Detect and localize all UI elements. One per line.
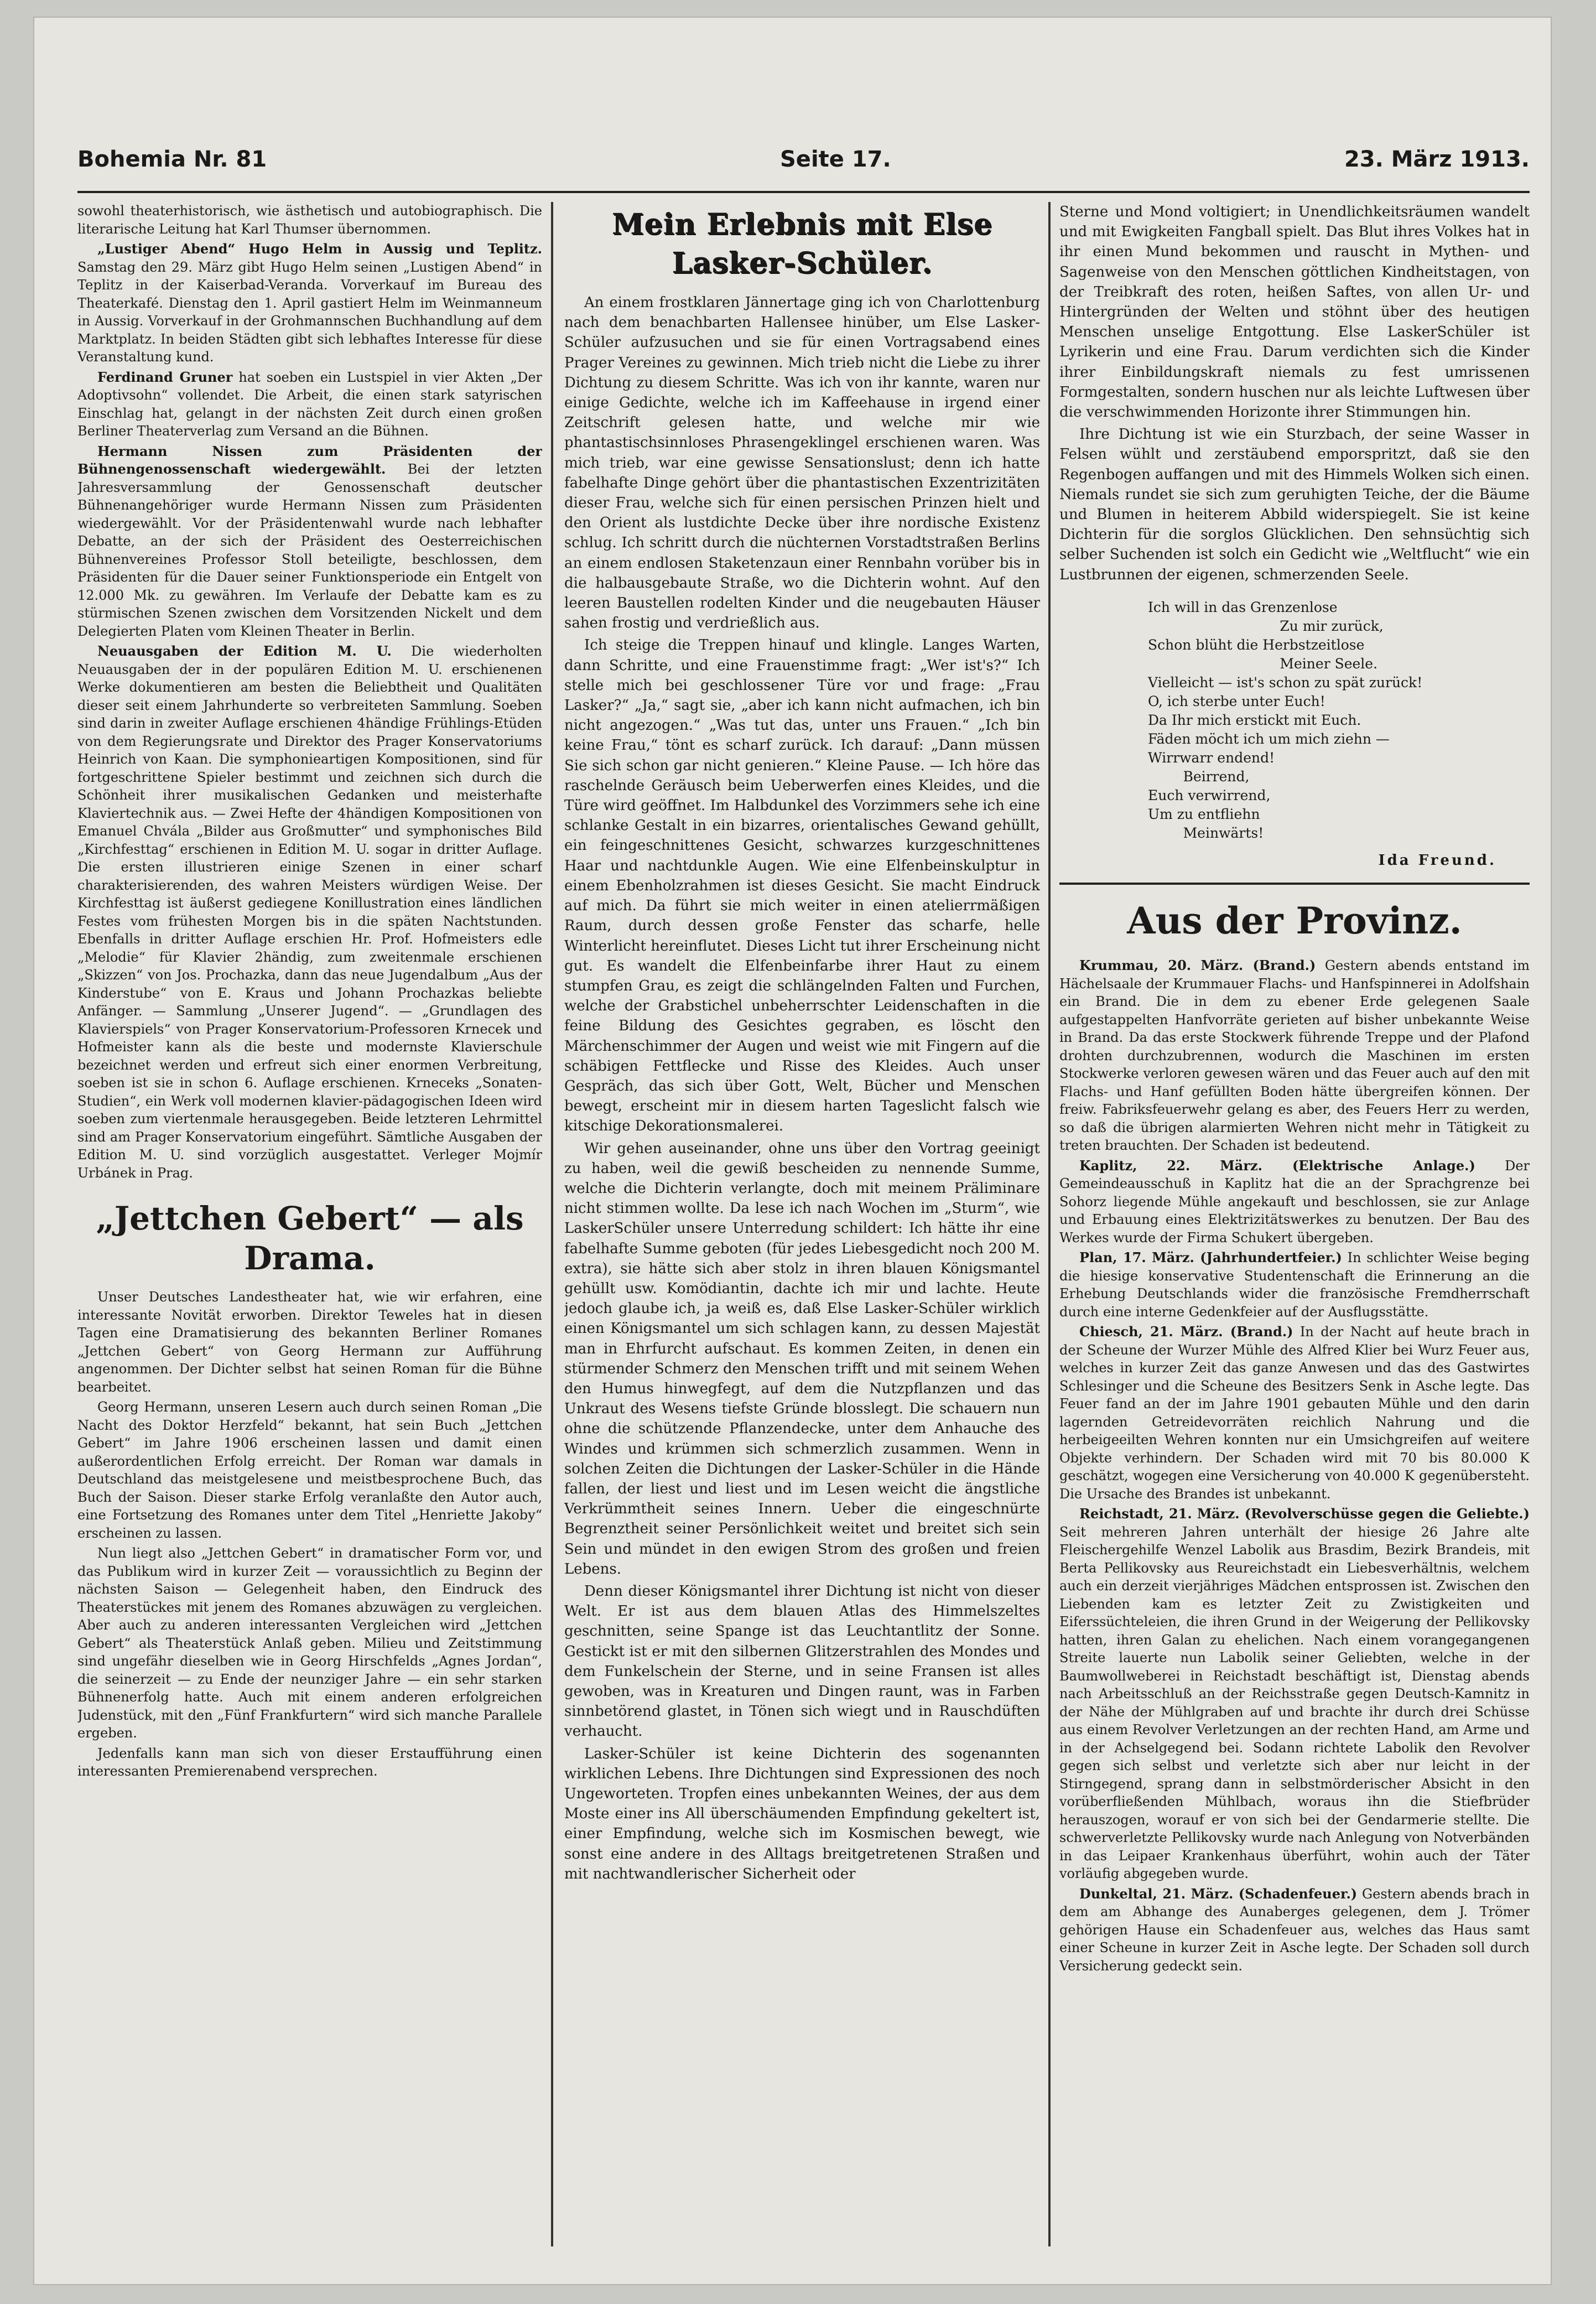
column-middle: [564, 202, 1040, 2258]
provinz-item-lead: Reichstadt, 21. März. (Revolverschüsse gegen die Geliebte.): [1079, 1506, 1530, 1522]
article-paragraph: Nun liegt also „Jettchen Gebert“ in dramatischer Form vor, und das Publikum wird in kurzer Zeit — voraussichtlich zu Beginn der nächsten Saison — Gelegenheit haben, den Eindruck des Theaterstückes mit jenem des Romanes abzuwägen zu vergleichen. Aber auch zu anderen interessanten Vergleichen wird „Jettchen Gebert“ als Theaterstück Anlaß geben. Milieu und Zeitstimmung sind ungefähr dieselben wie in Georg Hirschfelds „Agnes Jordan“, die seinerzeit — zu Ende der neunziger Jahre — ein sehr starken Bühnenerfolg hatte. Auch mit einem anderen erfolgreichen Judenstück, mit den „Fünf Frankfurtern“ wird sich manche Parallele ergeben.: [77, 1545, 542, 1741]
article-heading-jettchen: „Jettchen Gebert“ — als Drama.: [96, 1200, 524, 1277]
provinz-item-text: Gestern abends entstand im Hächelsaale der Krummauer Flachs- und Hanfspinnerei in Adolfshain ein Brand. Die in dem zu ebener Erde gelegenen Saale aufgestappelten Hanfvorräte gerieten auf bisher unbekannte Weise in Brand. Da das erste Stockwerk führende Treppe und der Plafond drohten durchzubrennen, wodurch die Maschinen im ersten Stockwerke verloren gewesen wären und das Feuer auch auf den mit Flachs- und Hanf gefüllten Boden hätte übergreifen können. Der freiw. Fabriksfeuerwehr gelang es aber, des Feuers Herr zu werden, so daß die übrigen alarmierten Wehren nicht mehr in Tätigkeit zu treten brauchten. Der Schaden ist bedeutend.: [1059, 958, 1530, 1154]
news-item-lead: „Lustiger Abend“ Hugo Helm in Aussig und Teplitz.: [97, 241, 542, 257]
poem-line: Wirrwarr endend!: [1148, 749, 1275, 766]
news-item-text: Die wiederholten Neuausgaben der in der populären Edition M. U. erschienenen Werke dokumentieren am besten die Beliebtheit und Qualitäten dieser seit einem Jahrhunderte so verbreiteten Sammlung. Soeben sind darin in zweiter Auflage erschienen 4händige Frühlings-Etüden von dem Regierungsrate und Direktor des Prager Konservatoriums Heinrich von Kaan. Die symphonieartigen Kompositionen, sind für fortgeschrittene Spieler bestimmt und zeichnen sich durch die Schönheit ihrer musikalischen Gedanken und meisterhafte Klaviertechnik aus. — Zwei Hefte der 4händigen Kompositionen von Emanuel Chvála „Bilder aus Großmutter“ und symphonisches Bild „Kirchfesttag“ erschienen in Edition M. U. sogar in dritter Auflage. Die ersten illustrieren einige Szenen in einer scharf charakterisierenden, des wahren Meisters würdigen Weise. Der Kirchfesttag ist äußerst gediegene Konillustration eines ländlichen Festes vom frühesten Morgen bis in die späten Nachtstunden. Ebenfalls in dritter Auflage erschien Hr. Prof. Hofmeisters edle „Melodie“ für Klavier 2händig, zum zweitenmale erschienen „Skizzen“ von Jos. Prochazka, dann das neue Jugendalbum „Aus der Kinderstube“ von E. Kraus und Johann Prochazkas beliebte Anfänger. — Sammlung „Unserer Jugend“. — „Grundlagen des Klavierspiels“ von Prager Konservatorium-Professoren Krnecek und Hofmeister kann als die beste und modernste Klavierschule bezeichnet werden und erfreut sich einer enormen Verbreitung, soeben ist sie in schon 6. Auflage erschienen. Krneceks „Sonaten-Studien“, ein Werk voll modernen klavier-pädagogischen Ideen wird soeben zum viertenmale herausgegeben. Beide letzteren Lehrmittel sind am Prager Konservatorium eingeführt. Sämtliche Ausgaben der Edition M. U. sind vorzüglich ausgestattet. Verleger Mojmír Urbánek in Prag.: [77, 644, 542, 1181]
poem-line: Um zu entfliehn: [1148, 806, 1260, 822]
poem-weltflucht: [1148, 598, 1530, 843]
provinz-item-text: Gestern abends brach in dem am Abhange des Aunaberges gelegenen, dem J. Trömer gehörigen Hause ein Schadenfeuer aus, welches das Haus samt einer Scheune in kurzer Zeit in Asche legte. Der Schaden soll durch Versicherung gedeckt sein.: [1059, 1886, 1530, 1974]
page-header: [77, 147, 1530, 180]
poem-line: Beirrend,: [1148, 768, 1250, 785]
column-right: [1059, 202, 1530, 2258]
poem-line: Ich will in das Grenzenlose: [1148, 599, 1338, 615]
provinz-item-lead: Krummau, 20. März. (Brand.): [1079, 957, 1316, 974]
provinz-item: [1059, 1157, 1530, 1247]
poem-line: Fäden möcht ich um mich ziehn —: [1148, 730, 1390, 747]
news-item-gruner: [77, 369, 542, 440]
article-paragraph: Lasker-Schüler ist keine Dichterin des sogenannten wirklichen Lebens. Ihre Dichtungen sind Expressionen des noch Ungeworteten. Tropfen eines unbekannten Weines, der aus dem Moste einer ins All überschäumenden Empfindung gekeltert ist, einer Empfindung, welche sich im Kosmischen bewegt, wie sonst eine andere in des Alltags breitgetretenen Straßen und mit nachtwandlerischer Sicherheit oder: [564, 1745, 1040, 1882]
provinz-item: [1059, 1323, 1530, 1503]
poem-line: Zu mir zurück,: [1148, 617, 1384, 634]
news-item-lead: Hermann Nissen zum Präsidenten der Bühnengenossenschaft wiedergewählt.: [77, 443, 542, 477]
provinz-item: [1059, 1505, 1530, 1883]
provinz-item-text: Der Gemeindeausschuß in Kaplitz hat die an der Sprachgrenze bei Sohorz liegende Mühle angekauft und beschlossen, sie zur Anlage und Erbauung eines Elektrizitätswerkes zu benutzen. Der Bau des Werkes wurde der Firma Schukert übergeben.: [1059, 1158, 1530, 1246]
news-item-text: Bei der letzten Jahresversammlung der Genossenschaft deutscher Bühnenangehöriger wurde Hermann Nissen zum Präsidenten wiedergewählt. Vor der Präsidentenwahl wurde nach lebhafter Debatte, an der sich der Präsident des Oesterreichischen Bühnenvereines Professor Stoll beteiligte, beschlossen, dem Präsidenten für die Dauer seiner Funktionsperiode ein Entgelt von 12.000 Mk. zu gewähren. Im Verlaufe der Debatte kam es zu stürmischen Szenen zwischen dem Vorsitzenden Nickelt und dem Delegierten Platen vom Kleinen Theater in Berlin.: [77, 461, 542, 639]
provinz-item-lead: Dunkeltal, 21. März. (Schadenfeuer.): [1079, 1885, 1358, 1902]
poem-line: Euch verwirrend,: [1148, 787, 1271, 803]
provinz-item-lead: Kaplitz, 22. März. (Elektrische Anlage.): [1079, 1157, 1475, 1174]
header-page-number: Seite 17.: [780, 147, 891, 172]
news-item-nissen: [77, 443, 542, 641]
poem-line: O, ich sterbe unter Euch!: [1148, 693, 1325, 709]
poem-line: Meinwärts!: [1148, 824, 1264, 841]
news-item-text: Samstag den 29. März gibt Hugo Helm seinen „Lustigen Abend“ in Teplitz in der Kaiserbad-Veranda. Vorverkauf im Bureau des Theaterkafé. Dienstag den 1. April gastiert Helm im Weinmanneum in Aussig. Vorverkauf in der Grohmannschen Buchhandlung auf dem Marktplatz. In beiden Städten gibt sich lebhaftes Interesse für diese Veranstaltung kund.: [77, 259, 542, 365]
news-item-lead: Neuausgaben der Edition M. U.: [97, 643, 392, 659]
article-continuation: sowohl theaterhistorisch, wie ästhetisch und autobiographisch. Die literarische Leitung hat Karl Thumser übernommen.: [77, 203, 542, 237]
author-signature: Ida Freund.: [1378, 852, 1496, 869]
section-heading-provinz: Aus der Provinz.: [1127, 899, 1462, 943]
provinz-item-text: In schlichter Weise beging die hiesige konservative Studentenschaft die Erinnerung an die Erhebung Deutschlands wider die französische Fremdherrschaft durch eine interne Gedenkfeier auf der Ausflugsstätte.: [1059, 1250, 1530, 1320]
column-divider-2: [1048, 202, 1051, 2246]
provinz-item: [1059, 957, 1530, 1155]
article-paragraph: Sterne und Mond voltigiert; in Unendlichkeitsräumen wandelt und mit Ewigkeiten Fangball spielt. Das Blut ihres Volkes hat in ihr einen Mund bekommen und rauscht in Mythen- und Sagenweise von den Menschen göttlichen Kindheitstagen, von der Treibkraft des roten, heißen Saftes, von allen Ur- und Hintergründen der Welten und stöhnt über des heutigen Menschen unselige Entgottung. Else LaskerSchüler ist Lyrikerin und eine Frau. Darum verdichten sich die Kinder ihrer Einbildungskraft niemals zu fest umrissenen Formgestalten, sondern huschen nur als leichte Luftwesen über die verschwimmenden Horizonte ihrer Stimmungen hin.: [1059, 204, 1530, 421]
article-paragraph: An einem frostklaren Jännertage ging ich von Charlottenburg nach dem benachbarten Hallensee hinüber, um Else Lasker-Schüler aufzusuchen und sie für einen Vortragsabend eines Prager Vereines zu gewinnen. Mich trieb nicht die Liebe zu ihrer Dichtung zu diesem Schritte. Was ich von ihr kannte, waren nur einige Gedichte, welche ich im Kaffeehause in irgend einer Zeitschrift gelesen hatte, und welche mir wie phantastischsinnloses Phrasengeklingel erschienen waren. Was mich trieb, war eine gewisse Sensationslust; denn ich hatte fabelhafte Dinge gehört über die phantastischen Exzentrizitäten dieser Frau, welche sich für einen persischen Prinzen hielt und den Orient als lustdichte Decke über ihre nordische Existenz schlug. Ich schritt durch die nüchternen Vorstadtstraßen Berlins an einem endlosen Staketenzaun einer Rennbahn vorüber bis in die halbausgebaute Straße, wo die Dichterin wohnt. Auf den leeren Baustellen rodelten Kinder und die neugebauten Häuser sahen frostig und verdrießlich aus.: [564, 294, 1040, 632]
provinz-item-text: Seit mehreren Jahren unterhält der hiesige 26 Jahre alte Fleischergehilfe Wenzel Labolik aus Brasdim, Bezirk Brandeis, mit Berta Pellikovsky aus Reureichstadt ein Liebesverhältnis, welchem auch ein derzeit vierjähriges Mädchen entsprossen ist. Zwischen den Liebenden kam es letzter Zeit zu Zwistigkeiten und Eiferssüchteleien, die ihren Grund in der Weigerung der Pellikovsky hatten, ihren Galan zu ehelichen. Nach einem vorangegangenen Streite lauerte nun Labolik seiner Geliebten, welche in der Baumwollweberei in Reichstadt beschäftigt ist, Dienstag abends nach Arbeitsschluß an der Reichsstraße gegen Deutsch-Kamnitz in der Nähe der Mühlgraben auf und brachte ihr durch drei Schüsse aus einem Revolver Verletzungen an der rechten Hand, am Arme und in der Achselgegend bei. Sodann richtete Labolik den Revolver gegen sich selbst und verletzte sich aber nur leicht in der Stirngegend, sprang dann in selbstmörderischer Absicht in den vorüberfließenden Mühlbach, woraus ihn die Stiefbrüder herauszogen, worauf er von sich bei der Gendarmerie stellte. Die schwerverletzte Pellikovsky wurde nach Anlegung von Notverbänden in das Leipaer Krankenhaus überführt, wohin auch der Täter vorläufig abgegeben wurde.: [1059, 1524, 1530, 1882]
poem-line: Vielleicht — ist's schon zu spät zurück!: [1148, 674, 1423, 691]
article-paragraph: Unser Deutsches Landestheater hat, wie wir erfahren, eine interessante Novität erworben. Direktor Teweles hat in diesen Tagen eine Dramatisierung des bekannten Berliner Romanes „Jettchen Gebert“ von Georg Hermann zur Aufführung angenommen. Der Dichter selbst hat seinen Roman für die Bühne bearbeitet.: [77, 1289, 542, 1395]
poem-line: Da Ihr mich erstickt mit Euch.: [1148, 712, 1361, 728]
article-paragraph: Ihre Dichtung ist wie ein Sturzbach, der seine Wasser in Felsen wühlt und zerstäubend emporspritzt, daß sie den Regenbogen auffangen und mit des Himmels Wolken sich einen. Niemals rundet sie sich zum geruhigten Teiche, der die Bäume und Blumen in heiterem Abbild widerspiegelt. Sie ist keine Dichterin für die sorglos Glücklichen. Den sehnsüchtig sich selber Suchenden ist solch ein Gedicht wie „Weltflucht“ wie ein Lustbrunnen der eigenen, schmerzenden Seele.: [1059, 426, 1530, 583]
column-divider-1: [551, 202, 553, 2246]
provinz-item-lead: Chiesch, 21. März. (Brand.): [1079, 1324, 1293, 1340]
provinz-item: [1059, 1885, 1530, 1975]
article-paragraph: Georg Hermann, unseren Lesern auch durch seinen Roman „Die Nacht des Doktor Herzfeld“ bekannt, hat sein Buch „Jettchen Gebert“ im Jahre 1906 erscheinen lassen und damit einen außerordentlichen Erfolg erreicht. Der Roman war damals in Deutschland das meistgelesene und meistbesprochene Buch, das Buch der Saison. Dieser starke Erfolg veranlaßte den Autor auch, eine Fortsetzung des Romanes unter dem Titel „Henriette Jakoby“ erscheinen zu lassen.: [77, 1399, 542, 1541]
provinz-item-lead: Plan, 17. März. (Jahrhundertfeier.): [1079, 1249, 1342, 1266]
section-rule: [1059, 883, 1530, 885]
news-item-lead: Ferdinand Gruner: [97, 369, 233, 385]
news-item-helm: [77, 240, 542, 366]
article-paragraph: Denn dieser Königsmantel ihrer Dichtung ist nicht von dieser Welt. Er ist aus dem blauen Atlas des Himmelszeltes geschnitten, seine Spange ist das Leuchtantlitz der Sonne. Gestickt ist er mit den silbernen Glitzerstrahlen des Mondes und dem Funkelschein der Sterne, und in seine Fransen ist alles gewoben, was in Kreaturen und Dingen raunt, was in Farben sinnbetörend glastet, in Tönen sich wiegt und in Rauschdüften verhaucht.: [564, 1583, 1040, 1740]
newspaper-page: [33, 17, 1552, 2285]
article-heading-lasker: Mein Erlebnis mit Else Lasker-Schüler.: [611, 207, 993, 280]
header-date: 23. März 1913.: [1344, 147, 1530, 172]
header-rule: [77, 191, 1530, 193]
column-left: [77, 202, 542, 2258]
article-paragraph: Wir gehen auseinander, ohne uns über den Vortrag geeinigt zu haben, weil die gewiß bescheiden zu nennende Summe, welche die Dichterin verlangte, doch mit meinem Präliminare nicht stimmen wollte. Da lese ich nach Wochen im „Sturm“, wie LaskerSchüler unsere Unterredung schildert: Ich hätte ihr eine fabelhafte Summe geboten (für jedes Liebesgedicht noch 200 M. extra), sie hätte sich aber stolz in ihren blauen Königsmantel gehüllt usw. Komödiantin, dachte ich mir und lachte. Heute jedoch glaube ich, ja weiß es, daß Else Lasker-Schüler wirklich einen Königsmantel um sich schlagen kann, zu dessen Majestät man in Ehrfurcht aufschaut. Es kommen Zeiten, in denen ein stürmender Schmerz den Menschen trifft und mit seinem Wehen den Humus hinwegfegt, auf dem die Nutzpflanzen und das Unkraut des Wesens tiefste Gründe blosslegt. Die schauern nun ohne die schützende Pflanzendecke, unter dem Anhauche des Windes und krümmen sich schmerzlich zusammen. Wenn in solchen Zeiten die Dichtungen der Lasker-Schüler in die Hände fallen, der liest und liest und im Lesen weicht die ängstliche Verkrümmtheit seines Innern. Ueber die eingeschnürte Begrenztheit seiner Persönlichkeit weitet und breitet sich sein Sein und mündet in den ewigen Strom des großen und freien Lebens.: [564, 1140, 1040, 1577]
provinz-item: [1059, 1249, 1530, 1321]
provinz-item-text: In der Nacht auf heute brach in der Scheune der Wurzer Mühle des Alfred Klier bei Wurz Feuer aus, welches in kurzer Zeit das ganze Anwesen und das des Gastwirtes Schlesinger und die Scheune des Besitzers Senk in Asche legte. Das Feuer fand an der im Jahre 1901 gebauten Mühle und den darin lagernden Getreidevorräten reichlich Nahrung und die herbeigeeilten Wehren konnten nur ein Umsichgreifen auf weitere Objekte verhindern. Der Schaden wird mit 70 bis 80.000 K geschätzt, wogegen eine Versicherung von 40.000 K gegenübersteht. Die Ursache des Brandes ist unbekannt.: [1059, 1324, 1530, 1502]
poem-line: Meiner Seele.: [1148, 655, 1378, 672]
article-paragraph: Ich steige die Treppen hinauf und klingle. Langes Warten, dann Schritte, und eine Frauenstimme fragt: „Wer ist's?“ Ich stelle mich bei geschlossener Türe vor und frage: „Frau Lasker?“ „Ja,“ sagt sie, „aber ich kann nicht aufmachen, ich bin nicht angezogen.“ „Was tut das, unter uns Frauen.“ „Ich bin keine Frau,“ tönt es scharf zurück. Ich darauf: „Dann müssen Sie sich schon gar nicht genieren.“ Kleine Pause. — Ich höre das raschelnde Geräusch beim Ueberwerfen eines Kleides, und die Türe wird geöffnet. Im Halbdunkel des Vorzimmers sehe ich eine schlanke Gestalt in ein bizarres, orientalisches Gewand gehüllt, ein feingeschnittenes Gesicht, schwarzes kurzgeschnittenes Haar und nachtdunkle Augen. Wie eine Elfenbeinskulptur in einem Ebenholzrahmen ist dieses Gesicht. Sie macht Eindruck auf mich. Da führt sie mich weiter in einen atelierrmäßigen Raum, durch dessen große Fenster das scharfe, helle Winterlicht hereinflutet. Dieses Licht tut ihrer Erscheinung nicht gut. Es wandelt die Elfenbeinfarbe ihrer Haut zu einem stumpfen Grau, es zeigt die schlängelnden Falten und Furchen, welche der Grabstichel unbeherrschter Leidenschaften in die feine Bildung des Gesichtes gegraben, es löscht den Märchenschimmer der Augen und weist wie mit Fingern auf die schäbigen Fettflecke und Risse des Kleides. Auch unser Gespräch, das sich über Gott, Welt, Bücher und Menschen bewegt, erscheint mir in diesem harten Tageslicht falsch wie kitschige Dekorationsmalerei.: [564, 637, 1040, 1135]
header-newspaper-issue: Bohemia Nr. 81: [77, 147, 267, 172]
news-item-text: hat soeben ein Lustspiel in vier Akten „Der Adoptivsohn“ vollendet. Die Arbeit, die einen stark satyrischen Einschlag hat, gelangt in der nächsten Zeit durch einen großen Berliner Theaterverlag zum Versand an die Bühnen.: [77, 369, 542, 439]
article-paragraph: Jedenfalls kann man sich von dieser Erstaufführung einen interessanten Premierenabend versprechen.: [77, 1745, 542, 1779]
news-item-edition: [77, 642, 542, 1182]
provinz-news-list: [1059, 957, 1530, 1975]
poem-line: Schon blüht die Herbstzeitlose: [1148, 636, 1365, 653]
